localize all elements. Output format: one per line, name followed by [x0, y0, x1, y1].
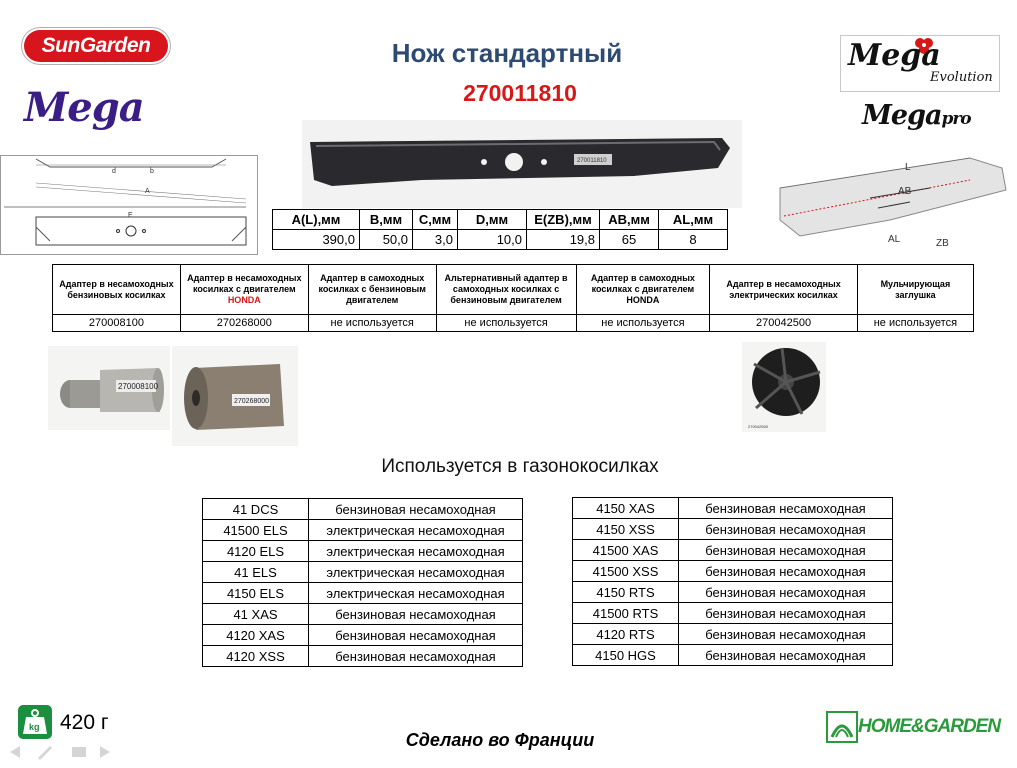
drawing-label-e: E [128, 212, 133, 219]
table-row [573, 498, 893, 519]
adapter-header: Альтернативный адаптер в самоходных косилках с бензиновым двигателем [436, 265, 576, 315]
specs-header: D,мм [458, 210, 527, 230]
specs-value-row [273, 230, 728, 250]
mega-logo: Mega [24, 84, 144, 131]
adapter-value: не используется [308, 315, 436, 332]
blade-image [302, 120, 742, 208]
specs-header: C,мм [413, 210, 458, 230]
table-row [203, 646, 523, 667]
mower-type: бензиновая несамоходная [679, 582, 893, 603]
mower-type: бензиновая несамоходная [679, 519, 893, 540]
adapter-value: не используется [436, 315, 576, 332]
evolution-label: Evolution [930, 70, 993, 85]
product-weight: 420 г [60, 711, 109, 734]
mower-type: бензиновая несамоходная [309, 625, 523, 646]
next-slide-icon[interactable] [100, 746, 110, 758]
adapter-value: 270268000 [180, 315, 308, 332]
page-title: Нож стандартный [391, 38, 623, 68]
home-garden-logo-mark [826, 711, 858, 743]
table-row [573, 519, 893, 540]
mower-model: 4150 RTS [573, 582, 679, 603]
adapter-header: Мульчирующая заглушка [857, 265, 973, 315]
slide-navigation[interactable] [6, 742, 124, 762]
specs-value: 3,0 [413, 230, 458, 250]
specs-header: A(L),мм [273, 210, 360, 230]
specs-value: 50,0 [360, 230, 413, 250]
mower-model: 41 XAS [203, 604, 309, 625]
diagram-label-ab: AB [898, 186, 912, 197]
mower-type: бензиновая несамоходная [679, 540, 893, 561]
blade-sticker: 270011810 [577, 158, 607, 164]
adapter-photo-1 [48, 346, 170, 430]
mower-model: 41 ELS [203, 562, 309, 583]
mower-model: 4120 ELS [203, 541, 309, 562]
diagram-label-zb: ZB [936, 238, 949, 249]
adapter-photo-2 [172, 346, 298, 446]
drawing-label-a: A [145, 188, 150, 195]
mower-type: бензиновая несамоходная [679, 561, 893, 582]
table-row [203, 562, 523, 583]
mower-model: 41500 ELS [203, 520, 309, 541]
specs-header: E(ZB),мм [527, 210, 600, 230]
adapter-photo-2-label: 270268000 [234, 398, 270, 405]
adapter-header: Адаптер в самоходных косилках с бензиновым двигателем [308, 265, 436, 315]
table-row [573, 624, 893, 645]
table-row [573, 582, 893, 603]
mower-model: 4150 XSS [573, 519, 679, 540]
mower-model: 4120 XSS [203, 646, 309, 667]
mega-evolution-logo: Mega [848, 38, 941, 73]
adapters-table [52, 264, 974, 332]
blade-technical-drawing [0, 155, 258, 255]
specs-value: 390,0 [273, 230, 360, 250]
section-title: Используется в газонокосилках [381, 456, 659, 477]
mulch-plug-photo [742, 342, 826, 432]
specs-value: 8 [659, 230, 728, 250]
table-row [203, 520, 523, 541]
mower-type: бензиновая несамоходная [309, 604, 523, 625]
specs-value: 19,8 [527, 230, 600, 250]
specs-table [272, 209, 728, 250]
mowers-table-right [572, 497, 893, 666]
specs-value: 10,0 [458, 230, 527, 250]
adapter-value: 270008100 [53, 315, 181, 332]
pen-icon[interactable] [38, 746, 52, 760]
menu-icon[interactable] [72, 747, 86, 757]
table-row [573, 561, 893, 582]
specs-header: AL,мм [659, 210, 728, 230]
weight-icon [18, 705, 52, 739]
specs-header: AB,мм [600, 210, 659, 230]
specs-header-row [273, 210, 728, 230]
mega-pro-suffix: pro [941, 109, 971, 129]
mower-model: 4150 XAS [573, 498, 679, 519]
table-row [203, 625, 523, 646]
mulch-plug-label: 270042500 [748, 424, 769, 429]
adapter-value: не используется [576, 315, 710, 332]
adapter-photo-1-label: 270008100 [118, 382, 159, 391]
mower-type: бензиновая несамоходная [309, 499, 523, 520]
mega-pro-word: Mega [862, 100, 942, 131]
mower-model: 41500 XSS [573, 561, 679, 582]
adapter-header: Адаптер в несамоходных бензиновых косилках [53, 265, 181, 315]
adapter-header: Адаптер в самоходных косилках с двигателем HONDA [576, 265, 710, 315]
mower-type: электрическая несамоходная [309, 541, 523, 562]
mower-type: бензиновая несамоходная [679, 498, 893, 519]
mower-model: 4120 RTS [573, 624, 679, 645]
drawing-label-b: b [150, 168, 154, 175]
diagram-label-al: AL [888, 234, 901, 245]
mower-model: 4120 XAS [203, 625, 309, 646]
specs-value: 65 [600, 230, 659, 250]
mower-type: бензиновая несамоходная [309, 646, 523, 667]
table-row [203, 499, 523, 520]
table-row [203, 541, 523, 562]
adapter-header: Адаптер в несамоходных косилках с двигателем HONDA [180, 265, 308, 315]
table-row [203, 604, 523, 625]
mower-type: бензиновая несамоходная [679, 603, 893, 624]
adapter-value: 270042500 [710, 315, 857, 332]
mower-type: бензиновая несамоходная [679, 645, 893, 666]
table-row [573, 540, 893, 561]
blade-dimension-diagram [770, 150, 1012, 258]
home-garden-logo: HOME&GARDEN [858, 716, 1001, 737]
adapter-value: не используется [857, 315, 973, 332]
drawing-label-d: d [112, 168, 116, 175]
mower-model: 4150 ELS [203, 583, 309, 604]
table-row [203, 583, 523, 604]
adapter-header: Адаптер в несамоходных электрических косилках [710, 265, 857, 315]
mower-type: электрическая несамоходная [309, 562, 523, 583]
diagram-label-l: L [905, 162, 911, 173]
sungarden-logo: SunGarden [24, 30, 168, 62]
mower-type: электрическая несамоходная [309, 520, 523, 541]
table-row [573, 645, 893, 666]
product-code: 270011810 [463, 80, 577, 106]
made-in-label: Сделано во Франции [405, 730, 595, 750]
mower-model: 41500 RTS [573, 603, 679, 624]
adapters-value-row [53, 315, 974, 332]
specs-header: B,мм [360, 210, 413, 230]
adapters-header-row [53, 265, 974, 315]
mower-model: 4150 HGS [573, 645, 679, 666]
mower-model: 41500 XAS [573, 540, 679, 561]
weight-icon-label: kg [29, 722, 40, 732]
table-row [573, 603, 893, 624]
mower-model: 41 DCS [203, 499, 309, 520]
mowers-table-left [202, 498, 523, 667]
honda-highlight: HONDA [227, 295, 261, 305]
mower-type: электрическая несамоходная [309, 583, 523, 604]
mower-type: бензиновая несамоходная [679, 624, 893, 645]
prev-slide-icon[interactable] [10, 746, 20, 758]
mega-pro-logo [862, 100, 971, 131]
